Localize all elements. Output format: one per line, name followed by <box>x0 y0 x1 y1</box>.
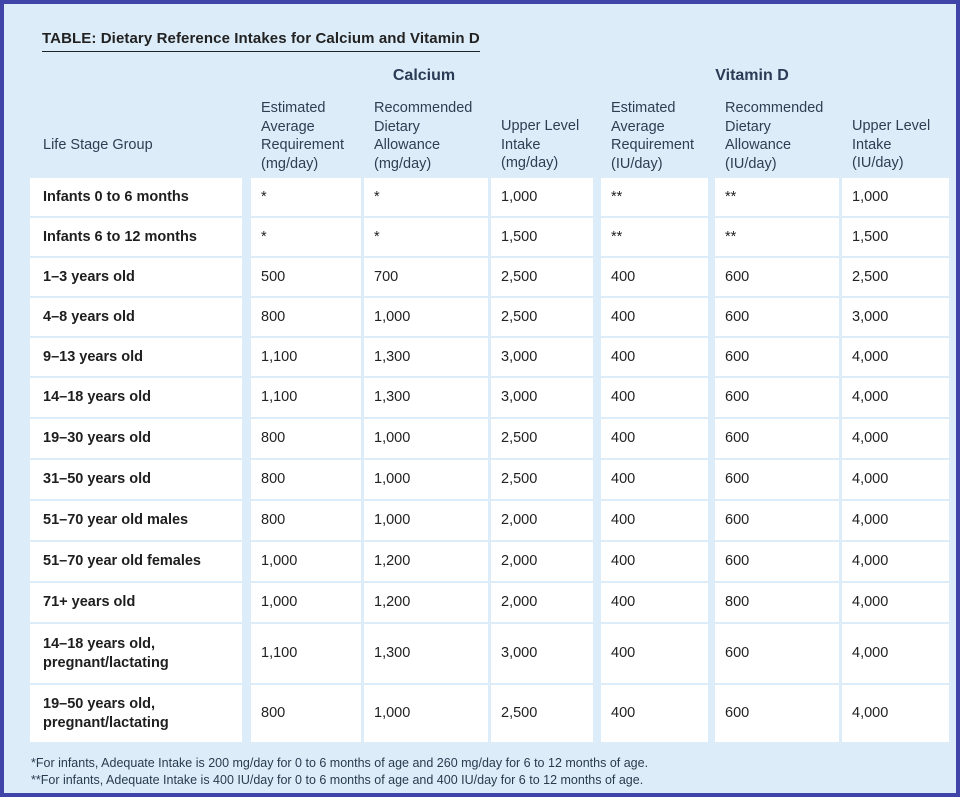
table-cell-vitd-ul <box>842 501 949 540</box>
cell-value: 4,000 <box>852 705 889 721</box>
cell-value: 1,300 <box>374 389 411 405</box>
table-cell-calcium-ear <box>251 178 361 216</box>
table-cell-calcium-rda <box>364 419 488 458</box>
table-cell-vitd-ul <box>842 624 949 683</box>
cell-value: 600 <box>725 349 750 365</box>
row-label: 9–13 years old <box>43 349 143 365</box>
row-label-cell <box>30 298 242 336</box>
row-label: 51–70 year old females <box>43 553 201 569</box>
table-cell-calcium-ear <box>251 685 361 742</box>
column-header-line: Estimated <box>611 100 676 116</box>
table-cell-vitd-ul <box>842 460 949 499</box>
cell-value: 400 <box>611 430 636 446</box>
table-cell-vitd-ul <box>842 583 949 622</box>
column-header-line: Dietary <box>374 118 420 135</box>
cell-value: 4,000 <box>852 389 889 405</box>
table-cell-vitd-ul <box>842 178 949 216</box>
cell-value: 700 <box>374 269 399 285</box>
table-cell-calcium-ul <box>491 178 593 216</box>
cell-value: 400 <box>611 594 636 610</box>
cell-value: 400 <box>611 389 636 405</box>
column-header-line: Upper Level <box>501 118 580 134</box>
column-header-line: Allowance <box>725 137 792 153</box>
table-cell-vitd-ear <box>601 501 708 540</box>
table-cell-calcium-rda <box>364 542 488 581</box>
cell-value: 400 <box>611 512 636 528</box>
table-cell-calcium-ear <box>251 583 361 622</box>
table-cell-vitd-ul <box>842 378 949 417</box>
cell-value: 1,300 <box>374 349 411 365</box>
row-label-cell <box>30 624 242 683</box>
table-cell-calcium-ear <box>251 338 361 376</box>
cell-value: 1,500 <box>852 229 889 245</box>
cell-value: 2,500 <box>501 705 538 721</box>
table-title: TABLE: Dietary Reference Intakes for Calcium and Vitamin D <box>42 30 480 52</box>
table-cell-vitd-ear <box>601 378 708 417</box>
table-cell-vitd-rda <box>715 460 839 499</box>
table-cell-vitd-rda <box>715 258 839 296</box>
table-cell-vitd-ul <box>842 258 949 296</box>
cell-value: 1,100 <box>261 389 298 405</box>
row-label: 31–50 years old <box>43 471 152 487</box>
cell-value: 4,000 <box>852 553 889 569</box>
row-label: Infants 0 to 6 months <box>43 189 189 205</box>
table-cell-calcium-ear <box>251 460 361 499</box>
cell-value: 3,000 <box>501 349 538 365</box>
cell-value: 2,000 <box>501 553 538 569</box>
cell-value: 2,500 <box>501 430 538 446</box>
column-header-line: Average <box>261 118 315 135</box>
cell-value: 800 <box>261 430 286 446</box>
table-cell-calcium-ul <box>491 542 593 581</box>
table-cell-calcium-ear <box>251 501 361 540</box>
cell-value: 1,000 <box>374 430 411 446</box>
column-header-line: Average <box>611 118 665 135</box>
table-cell-vitd-rda <box>715 685 839 742</box>
cell-value: 1,000 <box>374 471 411 487</box>
table-cell-calcium-ul <box>491 218 593 256</box>
cell-value: 800 <box>261 705 286 721</box>
table-cell-vitd-ear <box>601 218 708 256</box>
column-header-line: (mg/day) <box>374 155 432 172</box>
footnote-vitamin-d: **For infants, Adequate Intake is 400 IU/day for 0 to 6 months of age and 400 IU/day for 6 to 12 months of age. <box>31 773 644 787</box>
cell-value: 1,000 <box>501 189 538 205</box>
table-cell-vitd-ear <box>601 258 708 296</box>
column-header-line: Requirement <box>611 137 695 153</box>
table-cell-calcium-rda <box>364 218 488 256</box>
table-cell-vitd-ear <box>601 685 708 742</box>
cell-value: 400 <box>611 705 636 721</box>
cell-value: 3,000 <box>501 645 538 661</box>
cell-value: 600 <box>725 645 750 661</box>
table-cell-vitd-rda <box>715 624 839 683</box>
table-cell-vitd-rda <box>715 378 839 417</box>
column-header-vitd-ul <box>852 117 930 173</box>
row-label-cell <box>30 460 242 499</box>
table-cell-calcium-ul <box>491 258 593 296</box>
cell-value: 4,000 <box>852 349 889 365</box>
cell-value: 4,000 <box>852 471 889 487</box>
cell-value: 1,500 <box>501 229 538 245</box>
table-cell-calcium-ear <box>251 218 361 256</box>
table-cell-vitd-ear <box>601 338 708 376</box>
cell-value: 2,500 <box>852 269 889 285</box>
cell-value: 400 <box>611 471 636 487</box>
row-label: 1–3 years old <box>43 269 135 285</box>
column-header-line: Upper Level <box>852 118 931 134</box>
cell-value: 1,000 <box>261 553 298 569</box>
row-label-cell <box>30 178 242 216</box>
table-cell-calcium-ul <box>491 378 593 417</box>
cell-value: 1,200 <box>374 553 411 569</box>
table-cell-calcium-ul <box>491 419 593 458</box>
cell-value: 600 <box>725 269 750 285</box>
cell-value: 400 <box>611 645 636 661</box>
table-cell-calcium-ul <box>491 298 593 336</box>
row-label: 14–18 years old <box>43 389 152 405</box>
column-header-line: Life Stage Group <box>43 137 153 153</box>
group-label-calcium: Calcium <box>392 67 456 84</box>
column-header-line: (mg/day) <box>261 155 319 172</box>
cell-value: 800 <box>725 594 750 610</box>
row-label: 14–18 years old, pregnant/lactating <box>43 636 169 671</box>
column-header-vitd-rda <box>725 99 823 173</box>
cell-value: * <box>374 229 380 245</box>
table-cell-vitd-ear <box>601 298 708 336</box>
table-cell-vitd-rda <box>715 338 839 376</box>
column-header-line: Recommended <box>725 100 824 116</box>
cell-value: 1,300 <box>374 645 411 661</box>
table-cell-vitd-ear <box>601 460 708 499</box>
row-label: 51–70 year old males <box>43 512 189 528</box>
row-label-cell <box>30 258 242 296</box>
cell-value: 4,000 <box>852 430 889 446</box>
table-cell-calcium-ul <box>491 338 593 376</box>
cell-value: 4,000 <box>852 645 889 661</box>
cell-value: 2,500 <box>501 269 538 285</box>
table-cell-calcium-ear <box>251 258 361 296</box>
table-cell-vitd-ul <box>842 298 949 336</box>
table-cell-vitd-rda <box>715 298 839 336</box>
row-label-cell <box>30 378 242 417</box>
cell-value: 600 <box>725 471 750 487</box>
column-header-calcium-ul <box>501 117 579 173</box>
cell-value: 1,000 <box>852 189 889 205</box>
table-cell-vitd-ul <box>842 685 949 742</box>
cell-value: 400 <box>611 269 636 285</box>
table-cell-calcium-rda <box>364 685 488 742</box>
table-cell-vitd-ul <box>842 338 949 376</box>
table-cell-calcium-ear <box>251 298 361 336</box>
row-label: Infants 6 to 12 months <box>43 229 197 245</box>
row-label-cell <box>30 542 242 581</box>
row-label-cell <box>30 419 242 458</box>
column-header-line: (IU/day) <box>725 155 777 172</box>
cell-value: 600 <box>725 430 750 446</box>
column-header-line: Dietary <box>725 118 771 135</box>
table-cell-vitd-rda <box>715 178 839 216</box>
table-cell-vitd-ul <box>842 542 949 581</box>
cell-value: 4,000 <box>852 594 889 610</box>
column-header-line: Allowance <box>374 137 441 153</box>
cell-value: * <box>374 189 380 205</box>
cell-value: 2,000 <box>501 512 538 528</box>
table-cell-calcium-rda <box>364 501 488 540</box>
table-cell-calcium-ear <box>251 542 361 581</box>
column-header-vitd-ear <box>611 99 694 173</box>
table-cell-calcium-rda <box>364 338 488 376</box>
cell-value: 800 <box>261 309 286 325</box>
table-cell-vitd-ear <box>601 583 708 622</box>
table-cell-vitd-ear <box>601 178 708 216</box>
cell-value: 1,100 <box>261 645 298 661</box>
cell-value: 4,000 <box>852 512 889 528</box>
table-cell-calcium-rda <box>364 583 488 622</box>
table-cell-vitd-ear <box>601 419 708 458</box>
table-cell-calcium-rda <box>364 178 488 216</box>
cell-value: 600 <box>725 512 750 528</box>
table-cell-calcium-rda <box>364 624 488 683</box>
cell-value: 400 <box>611 309 636 325</box>
column-header-line: Intake <box>852 136 892 153</box>
cell-value: 800 <box>261 512 286 528</box>
cell-value: ** <box>725 229 737 245</box>
row-label: 19–50 years old, pregnant/lactating <box>43 696 169 731</box>
cell-value: 1,200 <box>374 594 411 610</box>
table-cell-vitd-ear <box>601 542 708 581</box>
row-label-cell <box>30 583 242 622</box>
cell-value: 600 <box>725 705 750 721</box>
table-cell-calcium-ear <box>251 419 361 458</box>
row-label-cell <box>30 338 242 376</box>
cell-value: 1,000 <box>374 705 411 721</box>
table-cell-vitd-ear <box>601 624 708 683</box>
table-cell-calcium-ul <box>491 460 593 499</box>
table-cell-vitd-rda <box>715 419 839 458</box>
column-header-line: (IU/day) <box>611 155 663 172</box>
table-cell-vitd-ul <box>842 419 949 458</box>
table-cell-calcium-ul <box>491 501 593 540</box>
table-cell-vitd-ul <box>842 218 949 256</box>
column-header-line: (IU/day) <box>852 155 904 171</box>
table-cell-calcium-rda <box>364 378 488 417</box>
table-cell-calcium-ul <box>491 685 593 742</box>
table-cell-calcium-ul <box>491 624 593 683</box>
table-cell-calcium-rda <box>364 460 488 499</box>
table-cell-calcium-rda <box>364 258 488 296</box>
row-label: 71+ years old <box>43 594 136 610</box>
cell-value: 1,100 <box>261 349 298 365</box>
column-header-calcium-rda <box>374 99 472 173</box>
column-header-line: Intake <box>501 136 541 153</box>
column-header-life-stage <box>43 136 153 155</box>
cell-value: ** <box>611 189 623 205</box>
cell-value: 3,000 <box>852 309 889 325</box>
cell-value: * <box>261 229 267 245</box>
group-label-vitamin-d: Vitamin D <box>715 67 789 84</box>
cell-value: 1,000 <box>261 594 298 610</box>
cell-value: ** <box>725 189 737 205</box>
footnote-calcium: *For infants, Adequate Intake is 200 mg/day for 0 to 6 months of age and 260 mg/day for 6 to 12 months of age. <box>31 756 649 770</box>
row-label-cell <box>30 218 242 256</box>
column-header-line: (mg/day) <box>501 155 559 171</box>
cell-value: 2,500 <box>501 471 538 487</box>
row-label-cell <box>30 685 242 742</box>
column-header-calcium-ear <box>261 99 344 173</box>
cell-value: * <box>261 189 267 205</box>
cell-value: 600 <box>725 309 750 325</box>
table-cell-vitd-rda <box>715 218 839 256</box>
row-label-cell <box>30 501 242 540</box>
cell-value: 400 <box>611 553 636 569</box>
table-cell-calcium-rda <box>364 298 488 336</box>
cell-value: ** <box>611 229 623 245</box>
cell-value: 400 <box>611 349 636 365</box>
table-cell-vitd-rda <box>715 542 839 581</box>
table-cell-calcium-ear <box>251 624 361 683</box>
cell-value: 2,000 <box>501 594 538 610</box>
table-cell-calcium-ear <box>251 378 361 417</box>
cell-value: 800 <box>261 471 286 487</box>
column-header-line: Estimated <box>261 100 326 116</box>
cell-value: 600 <box>725 553 750 569</box>
table-cell-calcium-ul <box>491 583 593 622</box>
cell-value: 600 <box>725 389 750 405</box>
cell-value: 1,000 <box>374 309 411 325</box>
table-cell-vitd-rda <box>715 501 839 540</box>
column-header-line: Recommended <box>374 100 473 116</box>
cell-value: 1,000 <box>374 512 411 528</box>
row-label: 19–30 years old <box>43 430 152 446</box>
cell-value: 2,500 <box>501 309 538 325</box>
cell-value: 500 <box>261 269 286 285</box>
table-cell-vitd-rda <box>715 583 839 622</box>
column-header-line: Requirement <box>261 137 345 153</box>
cell-value: 3,000 <box>501 389 538 405</box>
row-label: 4–8 years old <box>43 309 135 325</box>
